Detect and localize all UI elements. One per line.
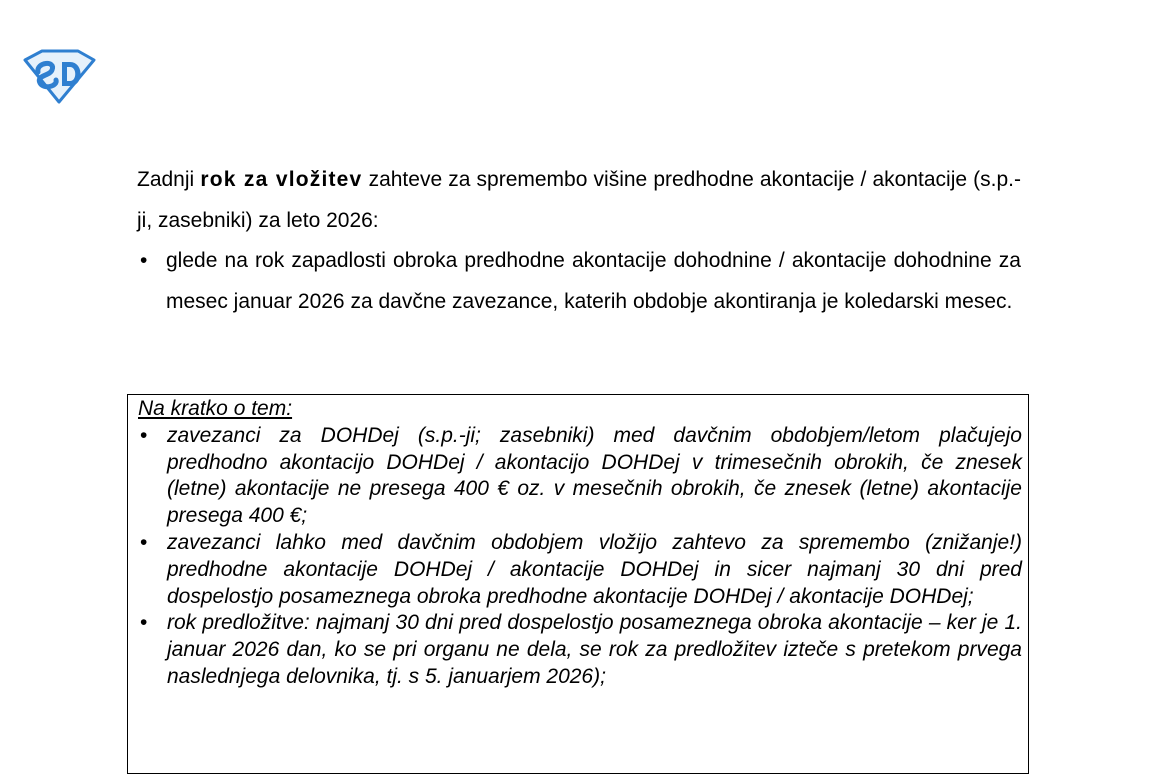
sd-logo-icon [22,48,96,104]
intro-section [137,160,1021,322]
bullet-icon: • [140,423,148,447]
summary-item-text: zavezanci za DOHDej (s.p.-ji; zasebniki) med davčnim obdobjem/letom plačujejo predhodno akontacijo DOHDej / akontacijo DOHDej v trimesečnih obrokih, če znesek (letne) akontacije ne presega 400 € oz. v mesečnih obrokih, če znesek (letne) akontacije presega 400 €; [167,423,1022,528]
intro-bullet [137,241,1021,322]
summary-title: Na kratko o tem: [138,397,293,420]
intro-lead: Zadnji [137,168,195,191]
company-logo [22,48,96,104]
intro-bullet-text: glede na rok zapadlosti obroka predhodne akontacije dohodnine / akontacije dohodnine za mesec januar 2026 za davčne zavezance, katerih obdobje akontiranja je koledarski mesec. [166,249,1021,313]
summary-item [138,610,1022,690]
summary-item [138,423,1022,530]
intro-rest: zahteve za spremembo višine predhodne akontacije / akontacije (s.p.-ji, zasebniki) za leto 2026: [137,168,1021,232]
summary-content [138,396,1022,691]
intro-paragraph [137,160,1021,241]
bullet-icon: • [140,249,148,272]
summary-box [127,394,1029,774]
summary-item-text: zavezanci lahko med davčnim obdobjem vložijo zahtevo za spremembo (znižanje!) predhodne akontacije DOHDej / akontacije DOHDej in sicer najmanj 30 dni pred dospelostjo posameznega obroka predhodne akontacije DOHDej / akontacije DOHDej; [167,530,1022,608]
bullet-icon: • [140,530,148,554]
bullet-icon: • [140,611,148,635]
summary-item-text: rok predložitve: najmanj 30 dni pred dospelostjo posameznega obroka akontacije – ker je 1. januar 2026 dan, ko se pri organu ne dela, se rok za predložitev izteče s pretekom prvega naslednjega delovnika, tj. s 5. januarjem 2026); [167,611,1022,688]
intro-bold: rok za vložitev [200,168,363,191]
summary-item [138,530,1022,610]
